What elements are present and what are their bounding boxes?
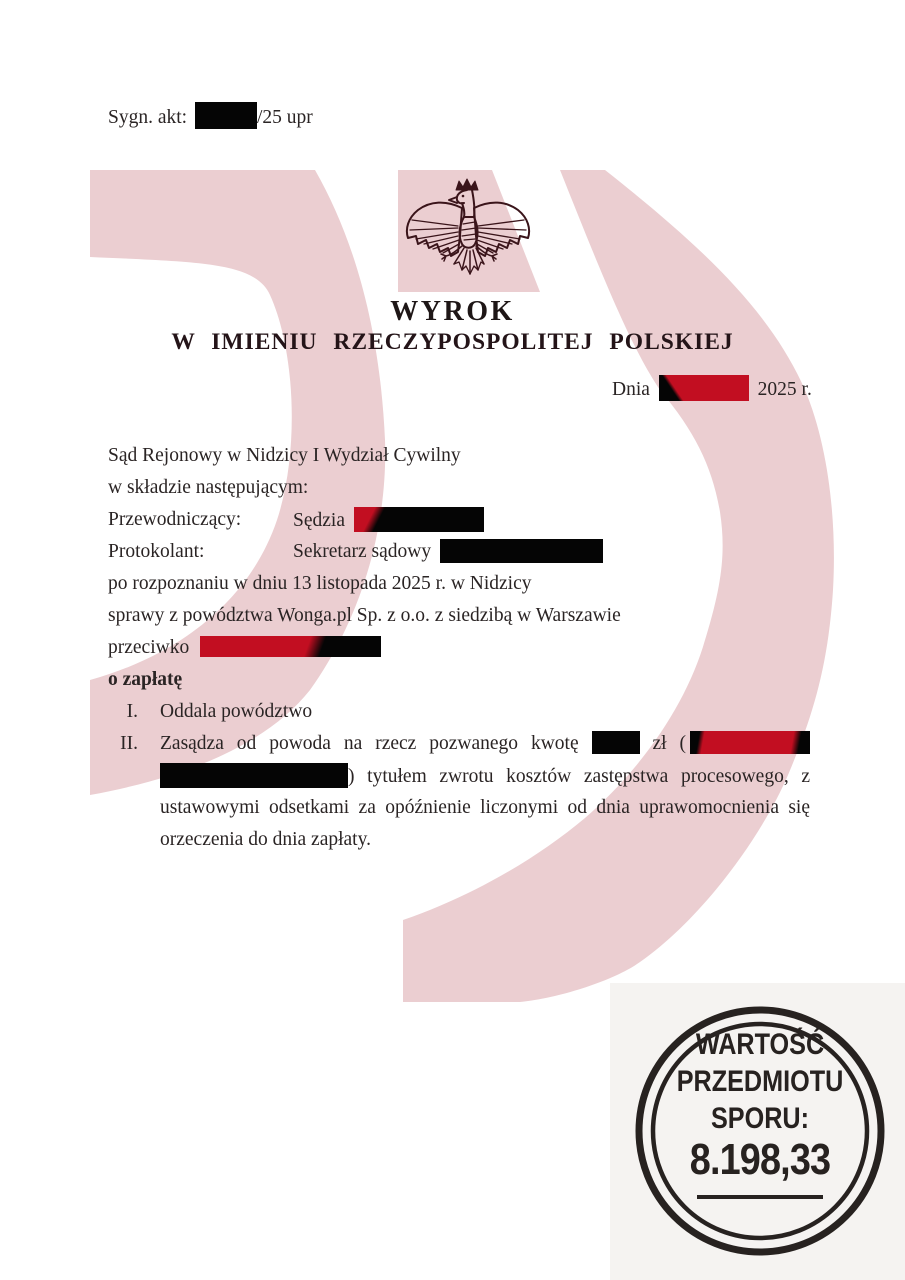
ruling-item-2-line-4	[108, 827, 818, 859]
against-line	[108, 635, 818, 667]
presiding-line	[108, 507, 818, 539]
clerk-line	[108, 539, 818, 571]
ruling-item-2-line-2	[108, 763, 818, 795]
stamp-line-2: PRZEDMIOTU	[676, 1065, 844, 1098]
ruling-2-text-c: tytułem zwrotu kosztów zastępstwa procesowego, z	[367, 766, 811, 787]
judgment-body	[108, 443, 818, 859]
clerk-value: Sekretarz sądowy	[293, 541, 432, 562]
against-label: przeciwko	[108, 637, 190, 658]
ruling-2-text-a: Zasądza od powoda na rzecz pozwanego kwotę	[160, 733, 579, 754]
date-line	[612, 375, 812, 401]
stamp-value: 8.198,33	[689, 1135, 831, 1184]
judgment-subtitle: W IMIENIU RZECZYPOSPOLITEJ POLSKIEJ	[171, 329, 734, 355]
stamp-line-1: WARTOŚĆ	[695, 1028, 825, 1061]
redaction-amount-words-1	[690, 731, 810, 754]
subject-line: o zapłatę	[108, 669, 183, 690]
redaction-case-number	[195, 102, 257, 129]
presiding-value: Sędzia	[293, 510, 345, 531]
claim-line: sprawy z powództwa Wonga.pl Sp. z o.o. z siedzibą w Warszawie	[108, 605, 621, 626]
date-prefix: Dnia	[612, 379, 650, 400]
ruling-2-marker: II.	[120, 733, 138, 754]
presiding-label: Przewodniczący:	[108, 509, 242, 530]
dispute-value-stamp-panel	[610, 983, 905, 1280]
ruling-item-1	[108, 699, 818, 731]
ruling-2-text-b: zł	[652, 733, 667, 754]
ruling-2-text-end: orzeczenia do dnia zapłaty.	[160, 829, 371, 850]
redaction-defendant-name	[200, 636, 381, 657]
redaction-judge-name	[354, 507, 484, 532]
ruling-2-justified-2	[160, 763, 810, 790]
ruling-2-justified-3: ustawowymi odsetkami za opóźnienie liczonymi od dnia uprawomocnienia się	[160, 797, 810, 818]
case-number-line	[108, 102, 313, 129]
case-number-suffix: /25 upr	[256, 107, 313, 128]
ruling-item-2-line-3	[108, 795, 818, 827]
polish-eagle-icon	[396, 176, 546, 294]
close-paren: )	[348, 766, 355, 787]
stamp-underline	[697, 1195, 823, 1199]
redaction-clerk-name	[440, 539, 603, 563]
ruling-1-text: Oddala powództwo	[160, 701, 313, 722]
ruling-1-marker: I.	[126, 701, 138, 722]
case-number-label: Sygn. akt:	[108, 107, 188, 128]
date-suffix: 2025 r.	[757, 379, 812, 400]
open-paren: (	[679, 733, 687, 754]
redaction-amount-words-2	[160, 763, 348, 788]
presiding-value-wrap	[293, 507, 484, 534]
hearing-line: po rozpoznaniu w dniu 13 listopada 2025 r. w Nidzicy	[108, 573, 532, 594]
court-name-line: Sąd Rejonowy w Nidzicy I Wydział Cywilny	[108, 445, 461, 466]
stamp-line-3: SPORU:	[710, 1102, 810, 1135]
amount-words-open	[680, 733, 811, 754]
ruling-2-justified-1	[160, 731, 810, 757]
amount-words-close	[160, 766, 355, 787]
redaction-date	[659, 375, 749, 401]
judgment-title: WYROK	[390, 296, 515, 327]
redaction-amount	[592, 731, 640, 754]
clerk-label: Protokolant:	[108, 541, 205, 562]
ruling-item-2-line-1	[108, 731, 818, 763]
composition-line: w składzie następującym:	[108, 477, 309, 498]
clerk-value-wrap	[293, 539, 603, 565]
